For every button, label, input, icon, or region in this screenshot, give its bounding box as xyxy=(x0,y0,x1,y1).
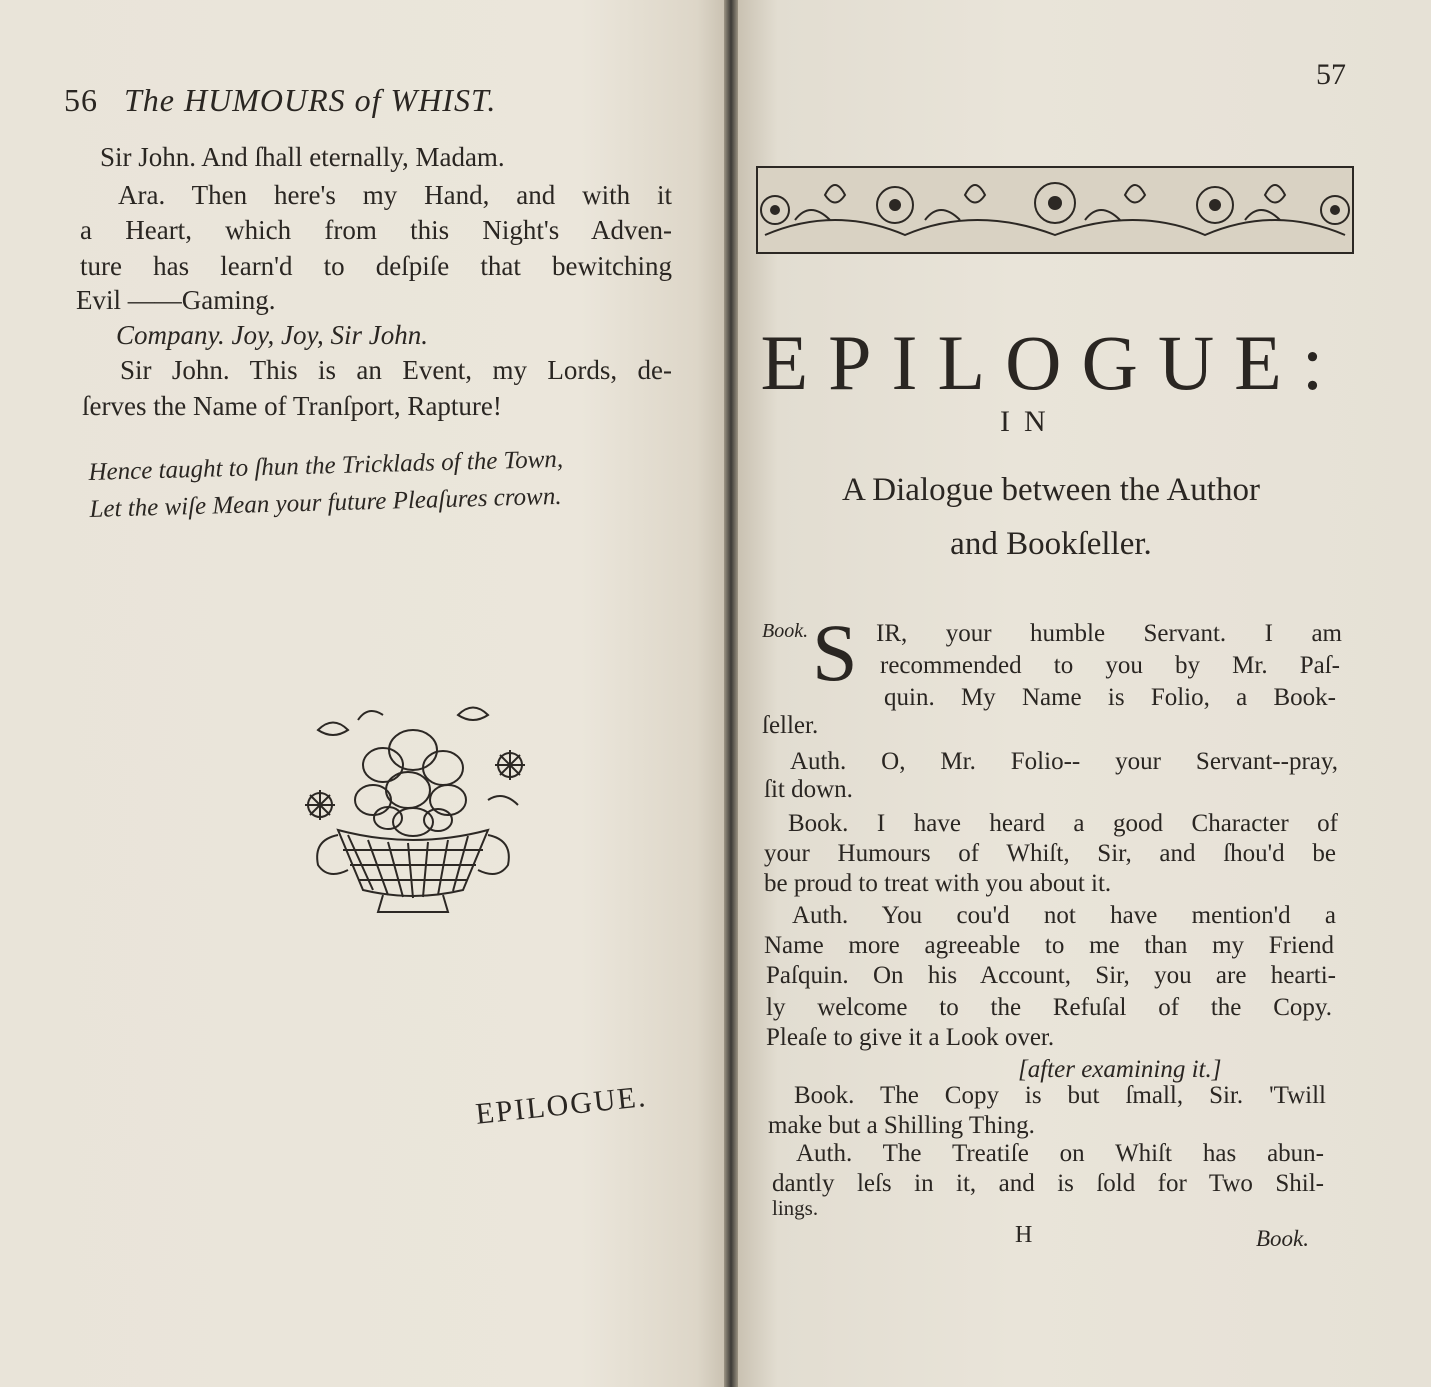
right-line-19: dantly leſs in it, and is ſold for Two Shil- xyxy=(772,1170,1324,1197)
epilogue-catchword-title: EPILOGUE. xyxy=(474,1080,649,1131)
first-speaker-label: Book. xyxy=(762,620,809,642)
left-line-5: Evil ——Gaming. xyxy=(76,285,276,315)
left-line-8: ſerves the Name of Tranſport, Rapture! xyxy=(82,391,502,421)
right-line-12: Paſquin. On his Account, Sir, you are hearti- xyxy=(766,962,1336,989)
title-in: IN xyxy=(1000,405,1060,438)
right-line-4: ſeller. xyxy=(762,712,819,739)
right-line-7: Book. I have heard a good Character of xyxy=(788,810,1338,837)
right-line-8: your Humours of Whiſt, Sir, and ſhou'd be xyxy=(764,840,1336,867)
couplet-line-2: Let the wiſe Mean your future Pleaſures crown. xyxy=(89,482,562,523)
left-line-3: a Heart, which from this Night's Adven- xyxy=(80,215,672,245)
right-line-2: recommended to you by Mr. Paſ- xyxy=(880,652,1340,679)
left-page-number: 56 xyxy=(64,82,98,118)
left-line-6: Company. Joy, Joy, Sir John. xyxy=(116,320,428,350)
drop-cap: S xyxy=(812,607,858,698)
left-line-4: ture has learn'd to deſpiſe that bewitching xyxy=(80,251,672,281)
right-line-5: Auth. O, Mr. Folio-- your Servant--pray, xyxy=(790,748,1338,775)
right-line-18: Auth. The Treatiſe on Whiſt has abun- xyxy=(796,1140,1324,1167)
epilogue-title: EPILOGUE: xyxy=(760,319,1344,406)
right-line-17: make but a Shilling Thing. xyxy=(768,1112,1035,1139)
right-line-16: Book. The Copy is but ſmall, Sir. 'Twill xyxy=(794,1082,1326,1109)
right-line-9: be proud to treat with you about it. xyxy=(764,870,1112,897)
right-line-11: Name more agreeable to me than my Friend xyxy=(764,932,1334,959)
right-line-13: ly welcome to the Refuſal of the Copy. xyxy=(766,994,1332,1021)
right-line-3: quin. My Name is Folio, a Book- xyxy=(884,684,1336,711)
running-head-title: The HUMOURS of WHIST. xyxy=(124,82,497,118)
left-running-head xyxy=(64,82,624,119)
floral-headpiece-ornament xyxy=(755,165,1355,255)
left-line-7: Sir John. This is an Event, my Lords, de- xyxy=(120,355,672,385)
right-line-20: lings. xyxy=(772,1196,819,1220)
right-page-number: 57 xyxy=(1316,58,1346,91)
book-gutter xyxy=(724,0,738,1387)
right-line-15-stage-direction: [after examining it.] xyxy=(1018,1056,1222,1083)
right-line-14: Pleaſe to give it a Look over. xyxy=(766,1024,1055,1051)
left-line-2: Ara. Then here's my Hand, and with it xyxy=(118,180,672,210)
catchword: Book. xyxy=(1256,1226,1310,1251)
right-line-1: IR, your humble Servant. I am xyxy=(876,620,1342,647)
couplet-line-1: Hence taught to ſhun the Tricklads of the Town, xyxy=(88,445,564,486)
signature-mark: H xyxy=(1015,1222,1033,1248)
left-line-1: Sir John. And ſhall eternally, Madam. xyxy=(100,142,505,172)
fruit-basket-woodcut xyxy=(288,690,538,915)
subtitle-line-2: and Bookſeller. xyxy=(950,526,1152,562)
subtitle-line-1: A Dialogue between the Author xyxy=(842,472,1260,508)
right-line-6: ſit down. xyxy=(764,776,853,803)
right-line-10: Auth. You cou'd not have mention'd a xyxy=(792,902,1336,929)
